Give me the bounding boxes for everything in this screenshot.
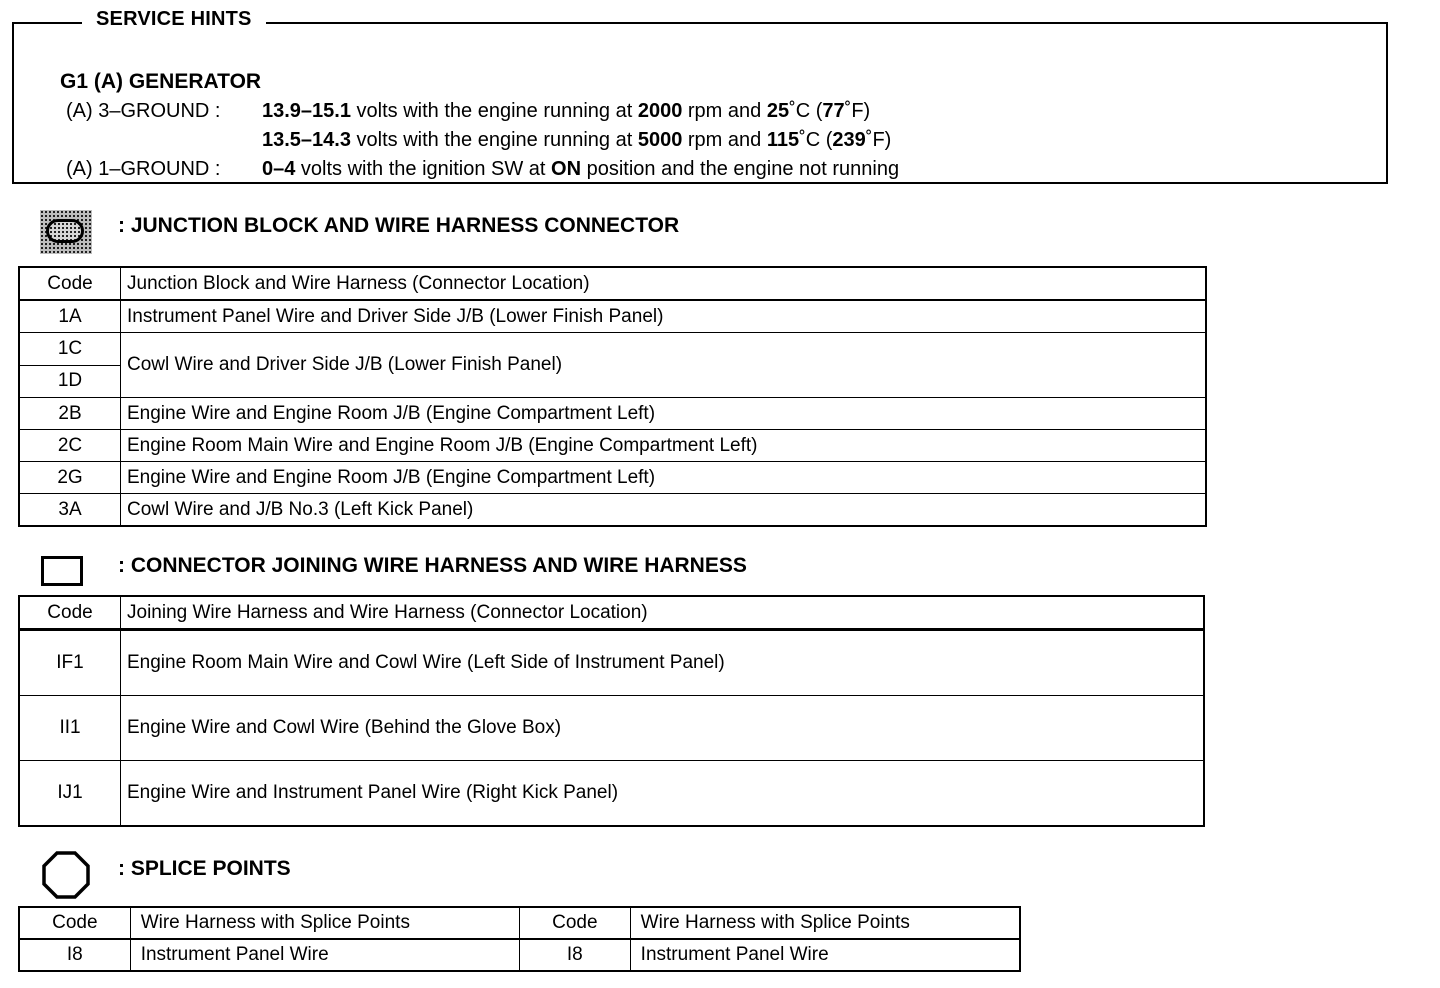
hint-text-part: volts with the ignition SW at (295, 158, 552, 180)
service-hints-box (12, 22, 1388, 184)
hint-text-part: ˚F) (865, 129, 892, 151)
column-header-code: Code (519, 907, 630, 939)
hint-label-1-ground: (A) 1–GROUND : (66, 158, 221, 180)
connector-table (18, 595, 1205, 827)
column-header-description: Joining Wire Harness and Wire Harness (Connector Location) (121, 596, 1205, 630)
row-code: I8 (519, 939, 630, 971)
table-row (19, 398, 1206, 430)
splice-points-table (18, 906, 1021, 972)
hint-text-part: 2000 (637, 100, 683, 122)
row-description: Instrument Panel Wire and Driver Side J/B (Lower Finish Panel) (121, 300, 1207, 333)
row-description: Engine Room Main Wire and Engine Room J/B (Engine Compartment Left) (121, 430, 1207, 462)
row-code: 1A (19, 300, 121, 333)
row-code: II1 (19, 696, 121, 761)
service-hints-title: SERVICE HINTS (82, 8, 266, 31)
splice-point-symbol-icon (40, 850, 92, 900)
generator-title: G1 (A) GENERATOR (60, 70, 262, 93)
hint-text-part: 239 (832, 129, 866, 151)
table-row (19, 462, 1206, 494)
hint-text-part: ON (551, 158, 582, 180)
table-header-row (19, 596, 1204, 630)
hint-value-3-ground-2000rpm (262, 100, 870, 123)
column-header-description: Junction Block and Wire Harness (Connector Location) (121, 267, 1207, 300)
hint-text-part: rpm and (682, 129, 767, 151)
row-description: Engine Wire and Cowl Wire (Behind the Glove Box) (121, 696, 1205, 761)
hint-text-part: 0–4 (262, 158, 296, 180)
row-description: Instrument Panel Wire (130, 939, 519, 971)
table-row (19, 696, 1204, 761)
row-description: Engine Wire and Instrument Panel Wire (Right Kick Panel) (121, 761, 1205, 827)
hint-label-3-ground: (A) 3–GROUND : (66, 100, 221, 122)
row-description: Cowl Wire and J/B No.3 (Left Kick Panel) (121, 494, 1207, 527)
column-header-description: Wire Harness with Splice Points (130, 907, 519, 939)
hint-text-part: volts with the engine running at (350, 100, 638, 122)
row-code: 3A (19, 494, 121, 527)
table-row (19, 939, 1020, 971)
row-description: Instrument Panel Wire (630, 939, 1020, 971)
row-code: IF1 (19, 630, 121, 696)
table-row (19, 494, 1206, 527)
row-code: I8 (19, 939, 130, 971)
row-code: IJ1 (19, 761, 121, 827)
connector-section-title: : CONNECTOR JOINING WIRE HARNESS AND WIRE HARNESS (118, 554, 747, 577)
hint-value-1-ground (262, 158, 899, 181)
row-code: 2G (19, 462, 121, 494)
column-header-code: Code (19, 267, 121, 300)
row-description: Engine Wire and Engine Room J/B (Engine Compartment Left) (121, 398, 1207, 430)
row-code: 2B (19, 398, 121, 430)
column-header-code: Code (19, 907, 130, 939)
junction-block-table (18, 266, 1207, 527)
hint-text-part: ˚F) (844, 100, 871, 122)
hint-text-part: 5000 (637, 129, 683, 151)
hint-text-part: 115 (766, 129, 800, 151)
row-description: Engine Wire and Engine Room J/B (Engine Compartment Left) (121, 462, 1207, 494)
column-header-code: Code (19, 596, 121, 630)
table-header-row (19, 907, 1020, 939)
row-description: Cowl Wire and Driver Side J/B (Lower Finish Panel) (121, 333, 1207, 398)
table-row (19, 300, 1206, 333)
table-row (19, 761, 1204, 827)
splice-points-section-title: : SPLICE POINTS (118, 857, 291, 880)
hint-text-part: position and the engine not running (581, 158, 900, 180)
column-header-description: Wire Harness with Splice Points (630, 907, 1020, 939)
row-code: 1C (19, 333, 121, 366)
table-row (19, 430, 1206, 462)
hint-text-part: ˚C ( (789, 100, 823, 122)
hint-text-part: 77 (822, 100, 845, 122)
hint-text-part: volts with the engine running at (350, 129, 638, 151)
connector-symbol-icon (41, 556, 83, 586)
hint-text-part: 13.5–14.3 (262, 129, 351, 151)
row-code: 1D (19, 365, 121, 398)
table-row (19, 630, 1204, 696)
row-code: 2C (19, 430, 121, 462)
row-description: Engine Room Main Wire and Cowl Wire (Left Side of Instrument Panel) (121, 630, 1205, 696)
table-header-row (19, 267, 1206, 300)
hint-text-part: 13.9–15.1 (262, 100, 351, 122)
junction-block-symbol-icon (40, 210, 92, 254)
junction-block-section-title: : JUNCTION BLOCK AND WIRE HARNESS CONNECTOR (118, 214, 680, 237)
hint-value-3-ground-5000rpm (262, 129, 891, 152)
hint-text-part: rpm and (682, 100, 767, 122)
hint-text-part: ˚C ( (799, 129, 833, 151)
table-row (19, 333, 1206, 366)
hint-text-part: 25 (766, 100, 790, 122)
